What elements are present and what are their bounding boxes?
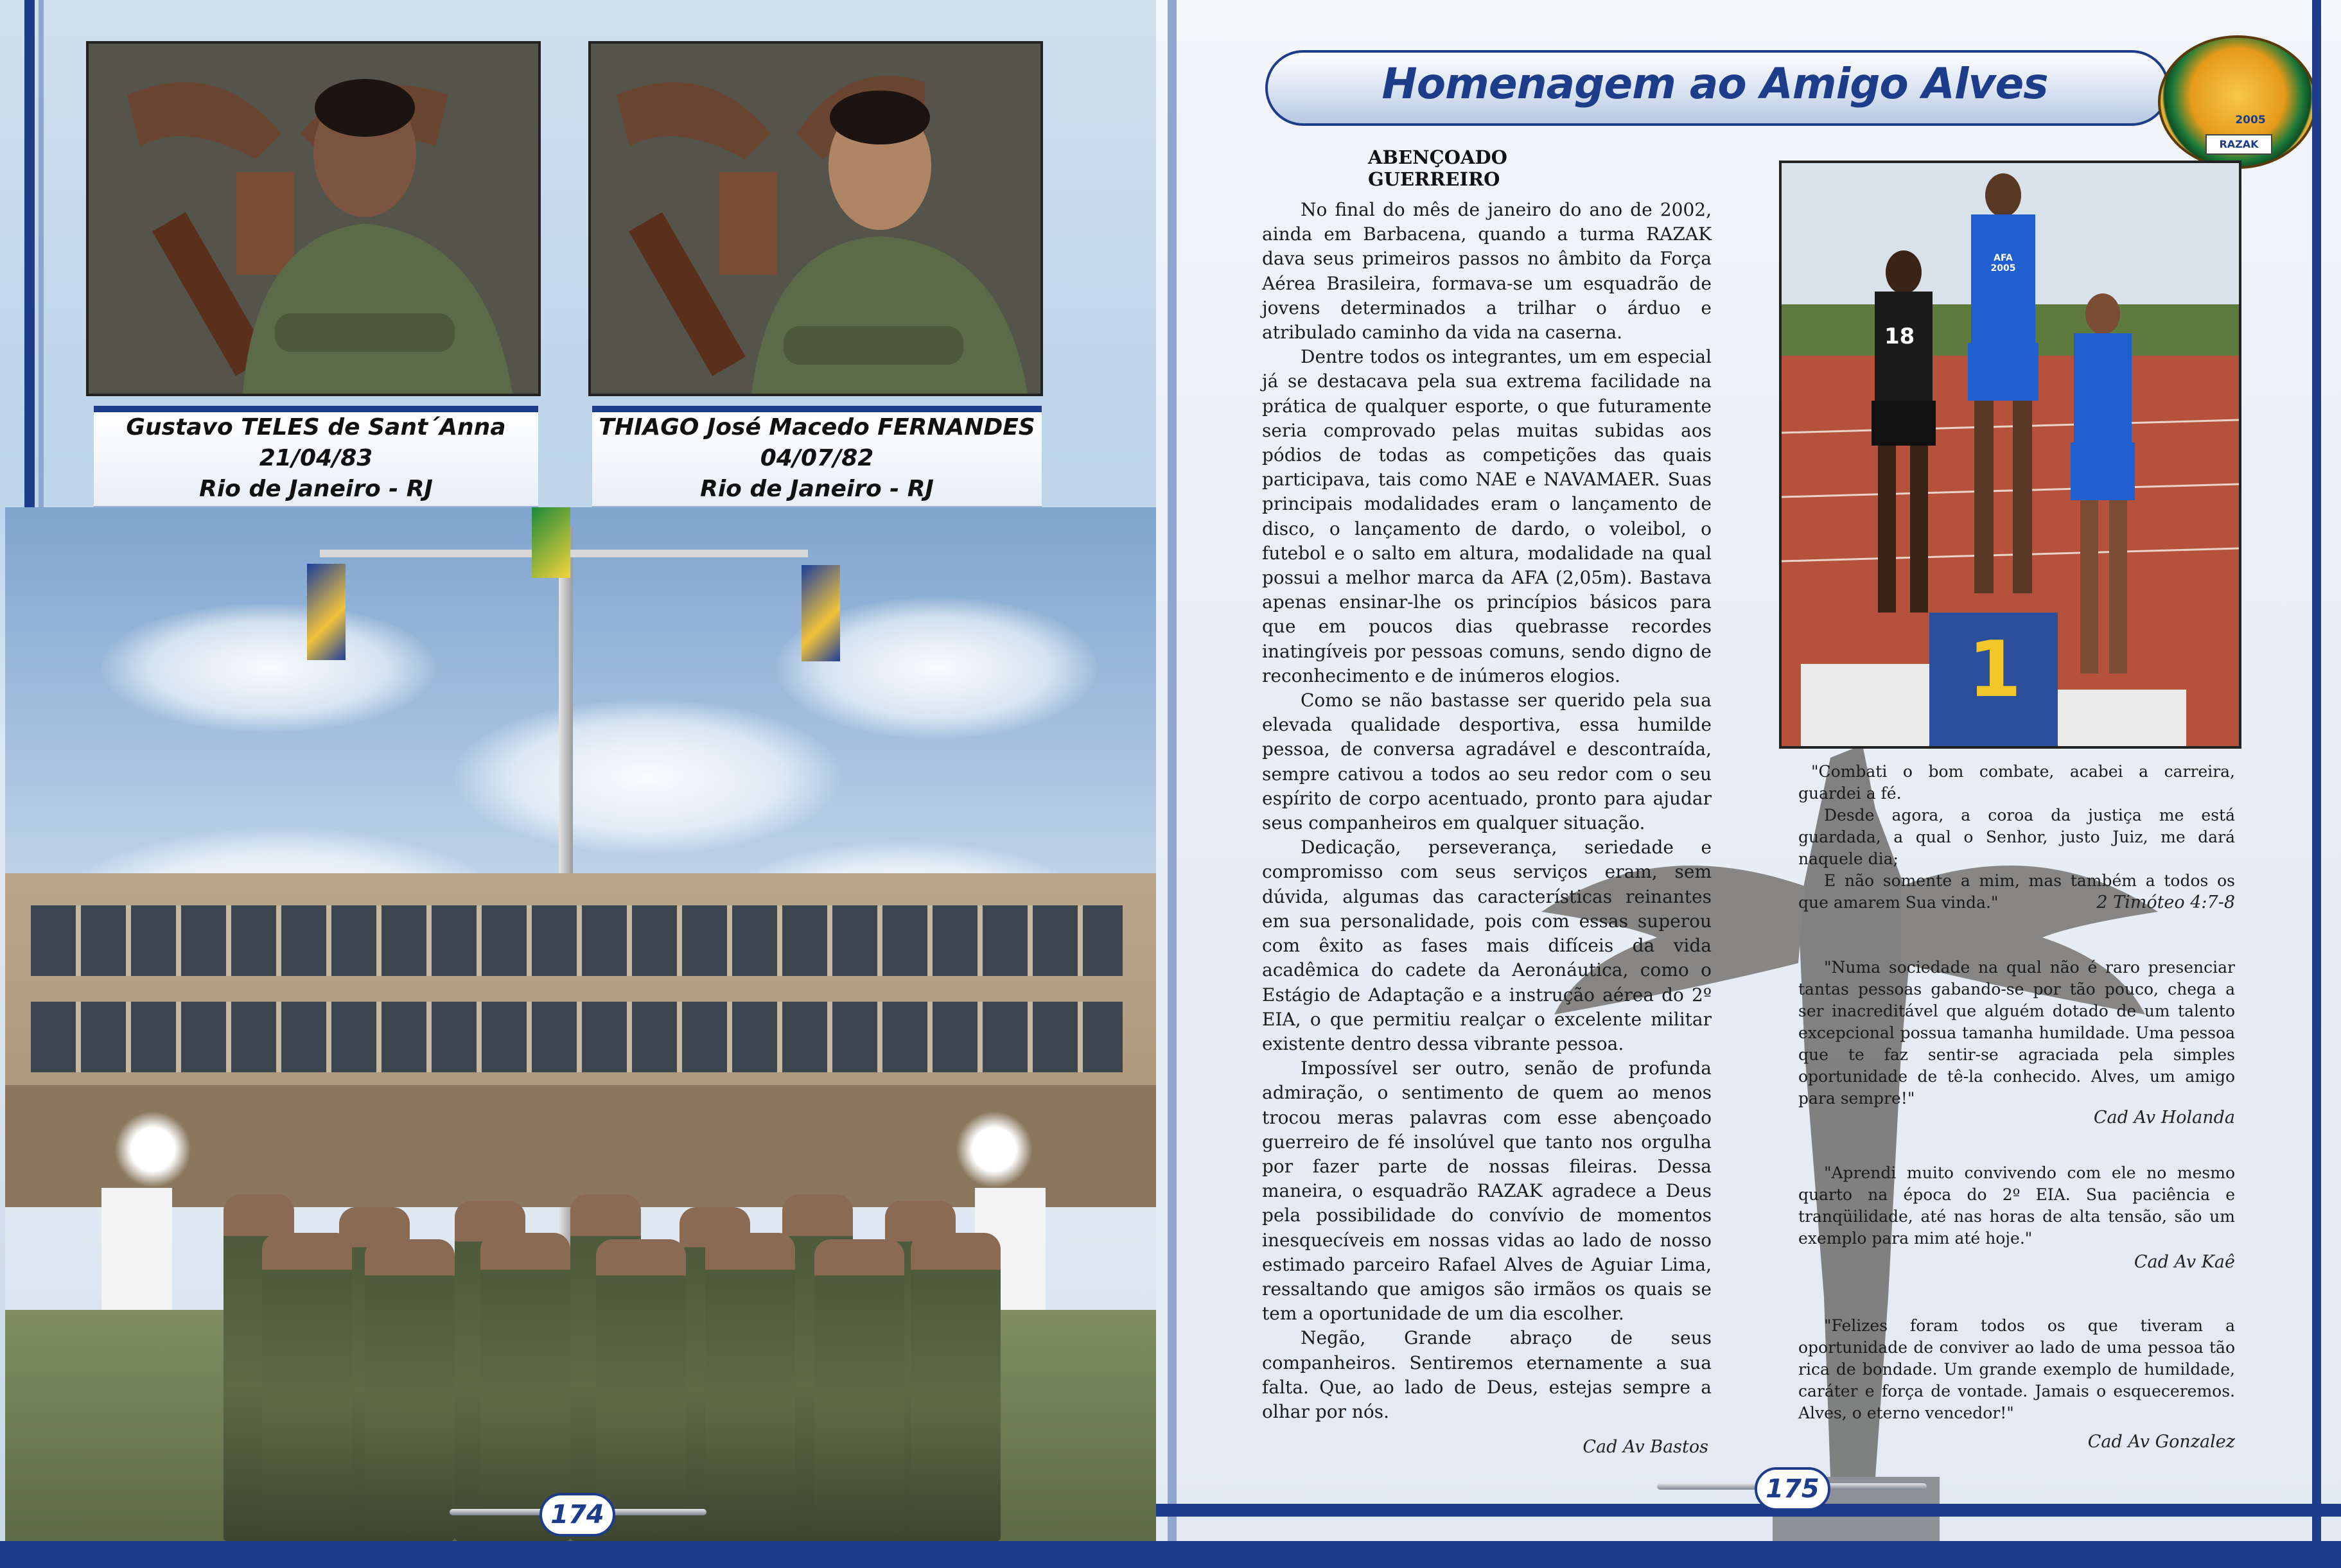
testimonial-3-author: Cad Av Gonzalez	[2087, 1432, 2235, 1452]
athlete-bib-number: 18	[1884, 324, 1915, 349]
right-page	[1156, 0, 2341, 1568]
bible-quote	[1798, 761, 2235, 914]
bible-reference: 2 Timóteo 4:7-8	[2096, 893, 2235, 912]
article-paragraph-1: No final do mês de janeiro do ano de 2002, ainda em Barbacena, quando a turma RAZAK dava seus primeiros passos no âmbito da Força Aérea Brasileira, formava-se um esquadrão de jovens determinados a trilhar o árduo e atribulado caminho da vida na caserna.	[1262, 199, 1712, 344]
bible-quote-line-2: Desde agora, a coroa da justiça me está guardada, a qual o Senhor, justo Juiz, me dará naquele dia;	[1798, 806, 2235, 868]
page-number-175: 175	[1755, 1467, 1830, 1511]
cadet-group	[211, 1156, 1001, 1541]
testimonial-2: "Aprendi muito convivendo com ele no mesmo quarto na época do 2º EIA. Sua paciência e tranqüilidade, até nas horas de alta tensão, são um exemplo para mim até hoje."	[1798, 1163, 2235, 1248]
razak-badge	[2158, 35, 2317, 169]
page-title: Homenagem ao Amigo Alves	[1381, 59, 2048, 109]
portrait-photo-1	[86, 41, 541, 396]
article-signature: Cad Av Bastos	[1583, 1437, 1708, 1457]
podium-first-place-number: 1	[1968, 625, 2022, 715]
air-force-flag-left	[307, 564, 346, 660]
profile-hometown-1: Rio de Janeiro - RJ	[199, 476, 433, 502]
badge-year: 2005	[2235, 114, 2266, 126]
podium-photo	[1779, 161, 2241, 749]
page-number-175-wing-left	[1657, 1483, 1760, 1490]
right-border-stripe	[2312, 0, 2321, 1568]
profile-caption-1	[94, 406, 538, 506]
bottom-band-right	[1156, 1541, 2341, 1568]
brazil-flag	[532, 507, 570, 578]
testimonial-3: "Felizes foram todos os que tiveram a oportunidade de conviver ao lado de uma pessoa tão rica de bondade. Um grande exemplo de humildade, caráter e força de vontade. Jamais o esqueceremos. Alves, o eterno vencedor!"	[1798, 1316, 2235, 1422]
profile-name-2: THIAGO José Macedo FERNANDES	[599, 414, 1035, 440]
testimonial-2-author: Cad Av Kaê	[2134, 1252, 2235, 1272]
bottom-band-right-upper	[1156, 1504, 2341, 1517]
article-paragraph-3: Como se não bastasse ser querido pela sua elevada qualidade desportiva, essa humilde pessoa, de conversa agradável e descontraída, sempre cativou a todos ao seu redor com o seu espírito de corpo acentuado, pronto para ajudar seus companheiros em qualquer situação.	[1262, 690, 1712, 834]
eagle-statue-left	[114, 1111, 191, 1188]
page-number-175-wing-right	[1824, 1483, 1927, 1490]
article-paragraph-5: Impossível ser outro, senão de profunda admiração, o sentimento de quem ao menos trocou meras palavras com esse abençoado guerreiro de fé insolúvel que tanto nos orgulha por fazer parte de nossas fileiras. Dessa maneira, o esquadrão RAZAK agradece a Deus pela possibilidade do convívio de momentos inesquecíveis em nossas vidas ao lado de nosso estimado parceiro Rafael Alves de Aguiar Lima, ressaltando que amigos são irmãos os quais se tem a oportunidade de um dia escolher.	[1262, 1058, 1712, 1325]
profile-birthdate-1: 21/04/83	[259, 445, 373, 471]
pedestal-left	[101, 1188, 172, 1316]
air-force-flag-right	[802, 565, 840, 661]
page-number-174: 174	[539, 1493, 615, 1537]
profile-hometown-2: Rio de Janeiro - RJ	[700, 476, 934, 502]
page-number-wing-right	[610, 1509, 706, 1515]
left-page	[0, 0, 1156, 1568]
page-number-wing-left	[450, 1509, 546, 1515]
article-body	[1262, 198, 1712, 1424]
testimonial-1: "Numa sociedade na qual não é raro presenciar tantas pessoas gabando-se por tão pouco, chega a ser inacreditável que alguém dotado de um talento excepcional possua tamanha humildade. Uma pessoa que te faz sentir-se agraciada pela simples oportunidade de tê-la conhecido. Alves, um amigo para sempre!"	[1798, 958, 2235, 1108]
profile-name-1: Gustavo TELES de Sant´Anna	[126, 414, 506, 440]
profile-caption-2	[592, 406, 1042, 506]
bottom-band-left	[0, 1541, 1156, 1568]
portrait-photo-2	[588, 41, 1043, 396]
right-page-gutter	[1168, 0, 1177, 1568]
article-paragraph-6: Negão, Grande abraço de seus companheiros. Sentiremos eternamente a sua falta. Que, ao lado de Deus, estejas sempre a olhar por nós.	[1262, 1327, 1712, 1422]
section-heading: ABENÇOADO GUERREIRO	[1368, 146, 1507, 190]
academy-group-photo	[5, 507, 1156, 1547]
testimonial-1-author: Cad Av Holanda	[2093, 1108, 2235, 1128]
article-paragraph-2: Dentre todos os integrantes, um em especial já se destacava pela sua extrema facilidade na prática de qualquer esporte, o que futuramente seria comprovado pelas muitas subidas aos pódios de todas as competições das quais participava, tais como NAE e NAVAMAER. Suas principais modalidades eram o lançamento de disco, o lançamento de dardo, o voleibol, o futebol e o salto em altura, modalidade na qual possui a melhor marca da AFA (2,05m). Bastava apenas ensinar-lhe os princípios básicos para que em poucos dias quebrasse recordes inatingíveis por pessoas comuns, sendo digno de reconhecimento e de inúmeros elogios.	[1262, 346, 1712, 686]
bible-quote-line-1: "Combati o bom combate, acabei a carreira, guardei a fé.	[1798, 762, 2235, 803]
athlete-shirt-text: AFA 2005	[1990, 253, 2016, 274]
article-paragraph-4: Dedicação, perseverança, seriedade e compromisso com seus serviços eram, sem dúvida, algumas das características reinantes em sua personalidade, pois com essas superou com êxito as fases mais difíceis da vida acadêmica do cadete da Aeronáutica, como o Estágio de Adaptação e a instrução aérea do 2º EIA, o que permitiu realçar o excelente militar existente dentro dessa vibrante pessoa.	[1262, 837, 1712, 1054]
profile-birthdate-2: 04/07/82	[760, 445, 874, 471]
badge-name: RAZAK	[2205, 134, 2272, 155]
bible-quote-line-3: E não somente a mim, mas também a todos os que amarem Sua vinda."	[1798, 871, 2235, 912]
